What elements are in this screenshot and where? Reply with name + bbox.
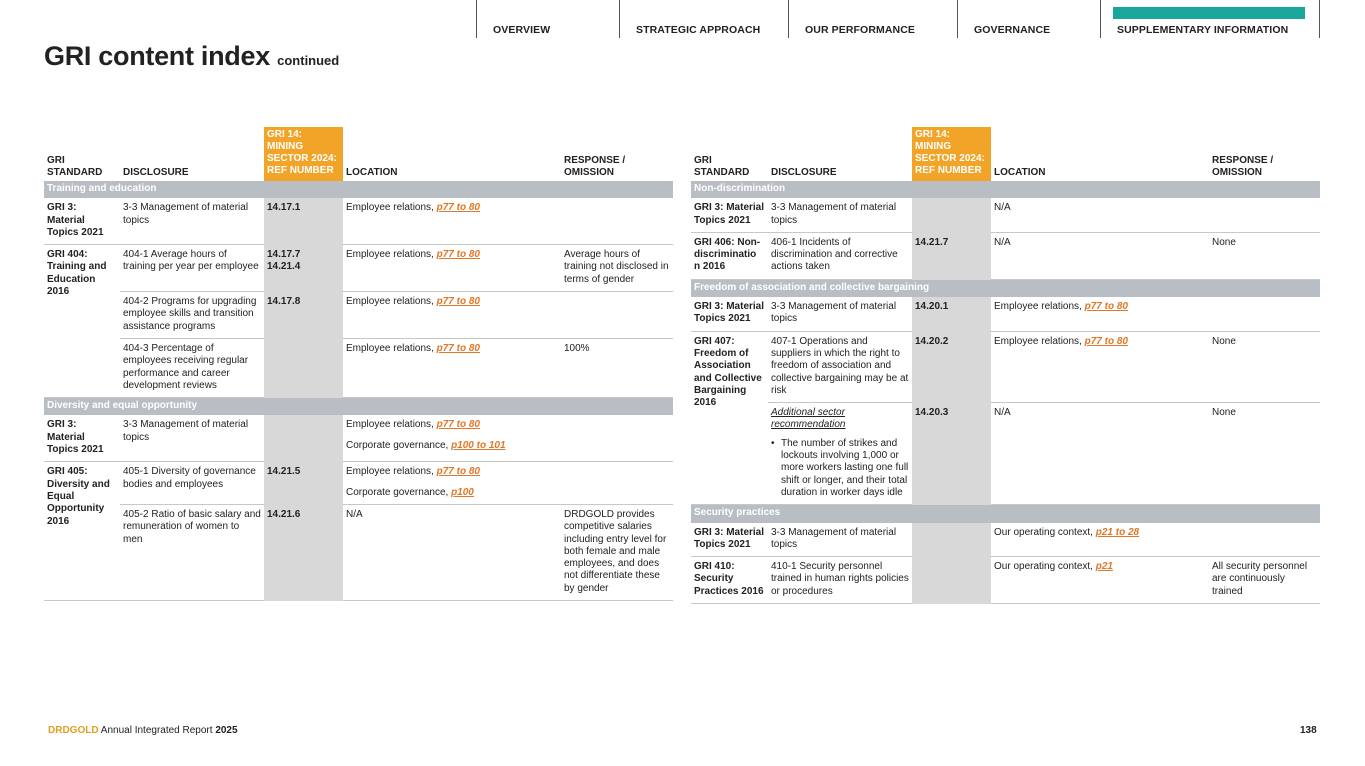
header-gri-standard: GRI STANDARD (694, 155, 750, 178)
gri-standard-cell: GRI 407: Freedom of Association and Collective Bargaining 2016 (691, 331, 768, 505)
ref-number-cell (264, 415, 343, 461)
response-cell: None (1209, 403, 1320, 505)
footer-year: 2025 (215, 725, 238, 736)
page-link[interactable]: p77 to 80 (436, 419, 480, 431)
section-security-practices: Security practices (691, 505, 1320, 523)
section-non-discrimination: Non-discrimination (691, 181, 1320, 198)
page-link[interactable]: p21 to 28 (1095, 526, 1140, 538)
response-cell: None (1209, 232, 1320, 279)
ref-number-cell: 14.17.1 (264, 198, 343, 244)
ref-number-cell: 14.17.7 14.21.4 (264, 245, 343, 292)
disclosure-cell: 410-1 Security personnel trained in human rights policies or procedures (768, 557, 912, 604)
ref-number-cell: 14.17.8 (264, 292, 343, 339)
disclosure-cell: 3-3 Management of material topics (120, 198, 264, 244)
location-cell: Employee relations, p77 to 80 (343, 198, 561, 244)
disclosure-cell: 3-3 Management of material topics (768, 523, 912, 557)
nav-governance[interactable] (957, 0, 1100, 38)
location-cell: Our operating context, p21 to 28 (991, 523, 1209, 557)
table-header-row (691, 127, 1320, 181)
nav-overview-label: OVERVIEW (493, 24, 551, 36)
disclosure-cell: 404-3 Percentage of employees receiving regular performance and career development reviews (120, 338, 264, 397)
page-link[interactable]: p21 (1095, 561, 1113, 573)
disclosure-cell: 405-2 Ratio of basic salary and remuneration of women to men (120, 504, 264, 600)
disclosure-cell: 404-1 Average hours of training per year per employee (120, 245, 264, 292)
ref-number-cell (912, 523, 991, 557)
section-row (44, 181, 673, 198)
location-cell: Employee relations, p77 to 80 Corporate governance, p100 (343, 462, 561, 505)
response-cell: None (1209, 331, 1320, 402)
header-location: LOCATION (346, 167, 398, 178)
gri-standard-cell: GRI 405: Diversity and Equal Opportunity 2016 (44, 462, 120, 601)
gri-standard-cell: GRI 3: Material Topics 2021 (691, 198, 768, 232)
section-training-education: Training and education (44, 181, 673, 198)
response-cell (561, 462, 673, 505)
table-row (691, 557, 1320, 604)
page-link[interactable]: p77 to 80 (436, 296, 480, 308)
response-cell (1209, 198, 1320, 232)
nav-supplementary-information[interactable] (1100, 0, 1320, 38)
gri-standard-cell: GRI 3: Material Topics 2021 (691, 523, 768, 557)
page-link[interactable]: p100 to 101 (451, 439, 506, 451)
gri-standard-cell: GRI 3: Material Topics 2021 (44, 415, 120, 461)
gri-standard-cell: GRI 3: Material Topics 2021 (44, 198, 120, 244)
table-row (691, 198, 1320, 232)
response-cell (1209, 297, 1320, 331)
ref-number-cell: 14.21.6 (264, 504, 343, 600)
nav-governance-label: GOVERNANCE (974, 24, 1051, 36)
section-diversity: Diversity and equal opportunity (44, 398, 673, 416)
footer-text: Annual Integrated Report (98, 725, 216, 736)
table-row (44, 415, 673, 461)
footer (48, 725, 238, 736)
header-gri-standard: GRI STANDARD (47, 155, 103, 178)
page-title-main: GRI content index (44, 41, 270, 71)
section-row (691, 505, 1320, 523)
section-freedom-of-association: Freedom of association and collective bargaining (691, 279, 1320, 297)
location-cell: Employee relations, p77 to 80 (343, 292, 561, 339)
header-response: RESPONSE / OMISSION (1212, 155, 1274, 178)
nav-our-performance-label: OUR PERFORMANCE (805, 24, 916, 36)
location-cell: Employee relations, p77 to 80 (991, 297, 1209, 331)
response-cell (561, 415, 673, 461)
nav-strategic-approach[interactable] (619, 0, 788, 38)
page-link[interactable]: p77 to 80 (1084, 301, 1128, 313)
header-response: RESPONSE / OMISSION (564, 155, 626, 178)
page-title-sub: continued (277, 53, 340, 68)
ref-number-cell (264, 338, 343, 397)
page-link[interactable]: p77 to 80 (436, 202, 480, 214)
nav-our-performance[interactable] (788, 0, 957, 38)
disclosure-cell: 3-3 Management of material topics (120, 415, 264, 461)
page-number: 138 (1300, 725, 1317, 736)
header-ref-number: GRI 14: MINING SECTOR 2024: REF NUMBER (264, 127, 343, 181)
ref-number-cell: 14.20.3 (912, 403, 991, 505)
gri-standard-cell: GRI 404: Training and Education 2016 (44, 245, 120, 398)
page-link[interactable]: p77 to 80 (436, 249, 480, 261)
location-cell: N/A (991, 232, 1209, 279)
nav-strategic-approach-label: STRATEGIC APPROACH (636, 24, 761, 36)
response-cell: All security personnel are continuously trained (1209, 557, 1320, 604)
section-row (691, 181, 1320, 198)
table-row (44, 292, 673, 339)
footer-brand: DRDGOLD (48, 725, 99, 736)
additional-sector-recommendation: Additional sector recommendation (771, 407, 846, 431)
ref-number-cell (912, 198, 991, 232)
table-row (44, 504, 673, 600)
disclosure-cell: 406-1 Incidents of discrimination and corrective actions taken (768, 232, 912, 279)
page-link[interactable]: p77 to 80 (1084, 335, 1128, 347)
header-disclosure: DISCLOSURE (771, 167, 837, 178)
response-cell: 100% (561, 338, 673, 397)
table-row (44, 338, 673, 397)
location-cell: N/A (991, 198, 1209, 232)
location-cell: Employee relations, p77 to 80 (991, 331, 1209, 402)
location-cell: Our operating context, p21 (991, 557, 1209, 604)
location-cell: Employee relations, p77 to 80 (343, 245, 561, 292)
response-cell (561, 292, 673, 339)
disclosure-cell: 3-3 Management of material topics (768, 198, 912, 232)
disclosure-cell: 3-3 Management of material topics (768, 297, 912, 331)
header-location: LOCATION (994, 167, 1046, 178)
gri-table-left (44, 127, 673, 601)
disclosure-cell: 404-2 Programs for upgrading employee skills and transition assistance programs (120, 292, 264, 339)
location-cell: N/A (343, 504, 561, 600)
location-cell: N/A (991, 403, 1209, 505)
ref-number-cell (912, 557, 991, 604)
header-disclosure: DISCLOSURE (123, 167, 189, 178)
ref-number-cell: 14.20.2 (912, 331, 991, 402)
gri-table-right (691, 127, 1320, 604)
table-row (44, 245, 673, 292)
table-row (691, 403, 1320, 505)
table-header-row (44, 127, 673, 181)
active-section-indicator (1113, 7, 1305, 19)
location-cell: Employee relations, p77 to 80 (343, 338, 561, 397)
page-title (44, 41, 339, 72)
response-cell (1209, 523, 1320, 557)
section-row (44, 398, 673, 416)
table-row (44, 198, 673, 244)
table-row (691, 331, 1320, 402)
table-row (691, 232, 1320, 279)
nav-supplementary-information-label: SUPPLEMENTARY INFORMATION (1117, 24, 1289, 36)
section-row (691, 279, 1320, 297)
ref-number-cell: 14.20.1 (912, 297, 991, 331)
ref-number-cell: 14.21.5 (264, 462, 343, 505)
page-link[interactable]: p77 to 80 (436, 342, 480, 354)
gri-standard-cell: GRI 410: Security Practices 2016 (691, 557, 768, 604)
page-link[interactable]: p77 to 80 (436, 466, 480, 478)
bullet-icon: • (771, 437, 775, 449)
disclosure-cell: 407-1 Operations and suppliers in which the right to freedom of association and collective bargaining may be at risk (768, 331, 912, 402)
table-row (691, 523, 1320, 557)
gri-standard-cell: GRI 406: Non-discriminatio n 2016 (691, 232, 768, 279)
header-ref-number: GRI 14: MINING SECTOR 2024: REF NUMBER (912, 127, 991, 181)
nav-overview[interactable] (476, 0, 619, 38)
gri-standard-cell: GRI 3: Material Topics 2021 (691, 297, 768, 331)
page-link[interactable]: p100 (451, 486, 474, 498)
response-cell (561, 198, 673, 244)
response-cell: Average hours of training not disclosed in terms of gender (561, 245, 673, 292)
bullet-item: • The number of strikes and lockouts involving 1,000 or more workers lasting one full shift or longer, and their total duration in worker days idle (771, 437, 909, 498)
table-row (691, 297, 1320, 331)
response-cell: DRDGOLD provides competitive salaries including entry level for both female and male employees, and does not differentiate these by gender (561, 504, 673, 600)
location-cell: Employee relations, p77 to 80 Corporate governance, p100 to 101 (343, 415, 561, 461)
table-row (44, 462, 673, 505)
disclosure-cell: 405-1 Diversity of governance bodies and employees (120, 462, 264, 505)
top-navigation (476, 0, 1320, 38)
ref-number-cell: 14.21.7 (912, 232, 991, 279)
disclosure-cell (768, 403, 912, 505)
